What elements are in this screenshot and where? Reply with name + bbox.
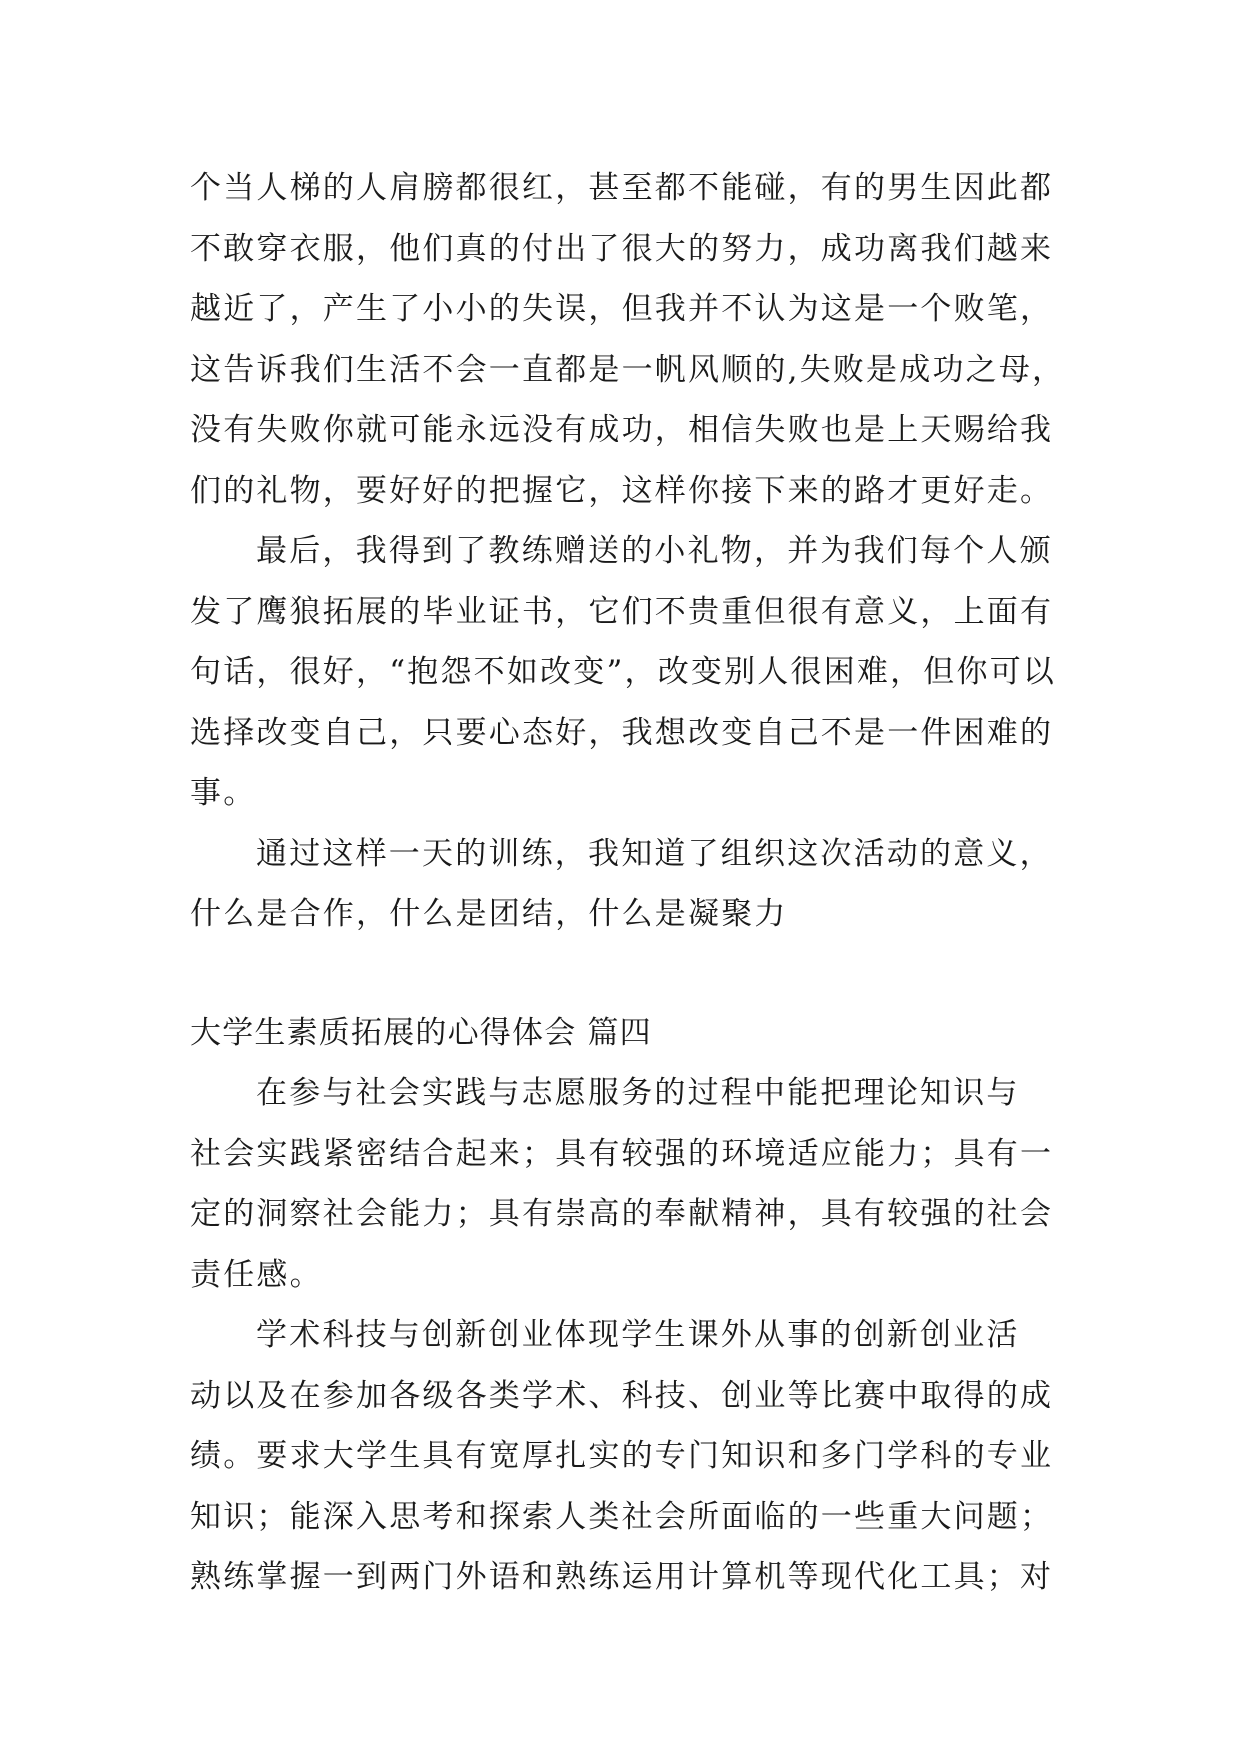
text-line: 不敢穿衣服，他们真的付出了很大的努力，成功离我们越来 (190, 230, 1054, 267)
text-line: 个当人梯的人肩膀都很红，甚至都不能碰，有的男生因此都 (190, 170, 1054, 206)
text-line: 这告诉我们生活不会一直都是一帆风顺的,失败是成功之母， (190, 351, 1066, 388)
document-body (190, 158, 1066, 1608)
paragraph (190, 1305, 1060, 1608)
text-line: 选择改变自己，只要心态好，我想改变自己不是一件困难的 (190, 714, 1054, 751)
text-line: 知识；能深入思考和探索人类社会所面临的一些重大问题； (190, 1498, 1054, 1535)
paragraph (190, 1063, 1060, 1305)
text-line: 在参与社会实践与志愿服务的过程中能把理论知识与 (256, 1075, 1020, 1111)
paragraph (190, 158, 1066, 521)
text-line: 学术科技与创新创业体现学生课外从事的创新创业活 (256, 1317, 1020, 1353)
text-line: 没有失败你就可能永远没有成功，相信失败也是上天赐给我 (190, 412, 1054, 448)
paragraph (190, 521, 1060, 824)
text-line: 发了鹰狼拓展的毕业证书，它们不贵重但很有意义，上面有 (190, 593, 1054, 630)
text-line: 们的礼物，要好好的把握它，这样你接下来的路才更好走。 (190, 472, 1054, 509)
text-line: 什么是合作，什么是团结，什么是凝聚力 (190, 896, 788, 932)
text-line: 通过这样一天的训练，我知道了组织这次活动的意义， (256, 835, 1053, 872)
text-line: 事。 (190, 775, 257, 811)
text-line: 最后，我得到了教练赠送的小礼物，并为我们每个人颁 (256, 533, 1053, 569)
text-line: 动以及在参加各级各类学术、科技、创业等比赛中取得的成 (190, 1377, 1054, 1414)
text-line: 熟练掌握一到两门外语和熟练运用计算机等现代化工具；对 (190, 1559, 1054, 1595)
text-line: 定的洞察社会能力；具有崇高的奉献精神，具有较强的社会 (190, 1196, 1054, 1232)
section-spacer (190, 945, 1060, 1003)
paragraph (190, 824, 1060, 945)
section-heading: 大学生素质拓展的心得体会 篇四 (190, 1014, 652, 1051)
text-line: 句话，很好，“抱怨不如改变”，改变别人很困难，但你可以 (190, 654, 1057, 690)
text-line: 责任感。 (190, 1256, 323, 1293)
text-line: 社会实践紧密结合起来；具有较强的环境适应能力；具有一 (190, 1135, 1054, 1172)
text-line: 越近了，产生了小小的失误，但我并不认为这是一个败笔， (190, 291, 1054, 327)
text-line: 绩。要求大学生具有宽厚扎实的专门知识和多门学科的专业 (190, 1438, 1054, 1474)
